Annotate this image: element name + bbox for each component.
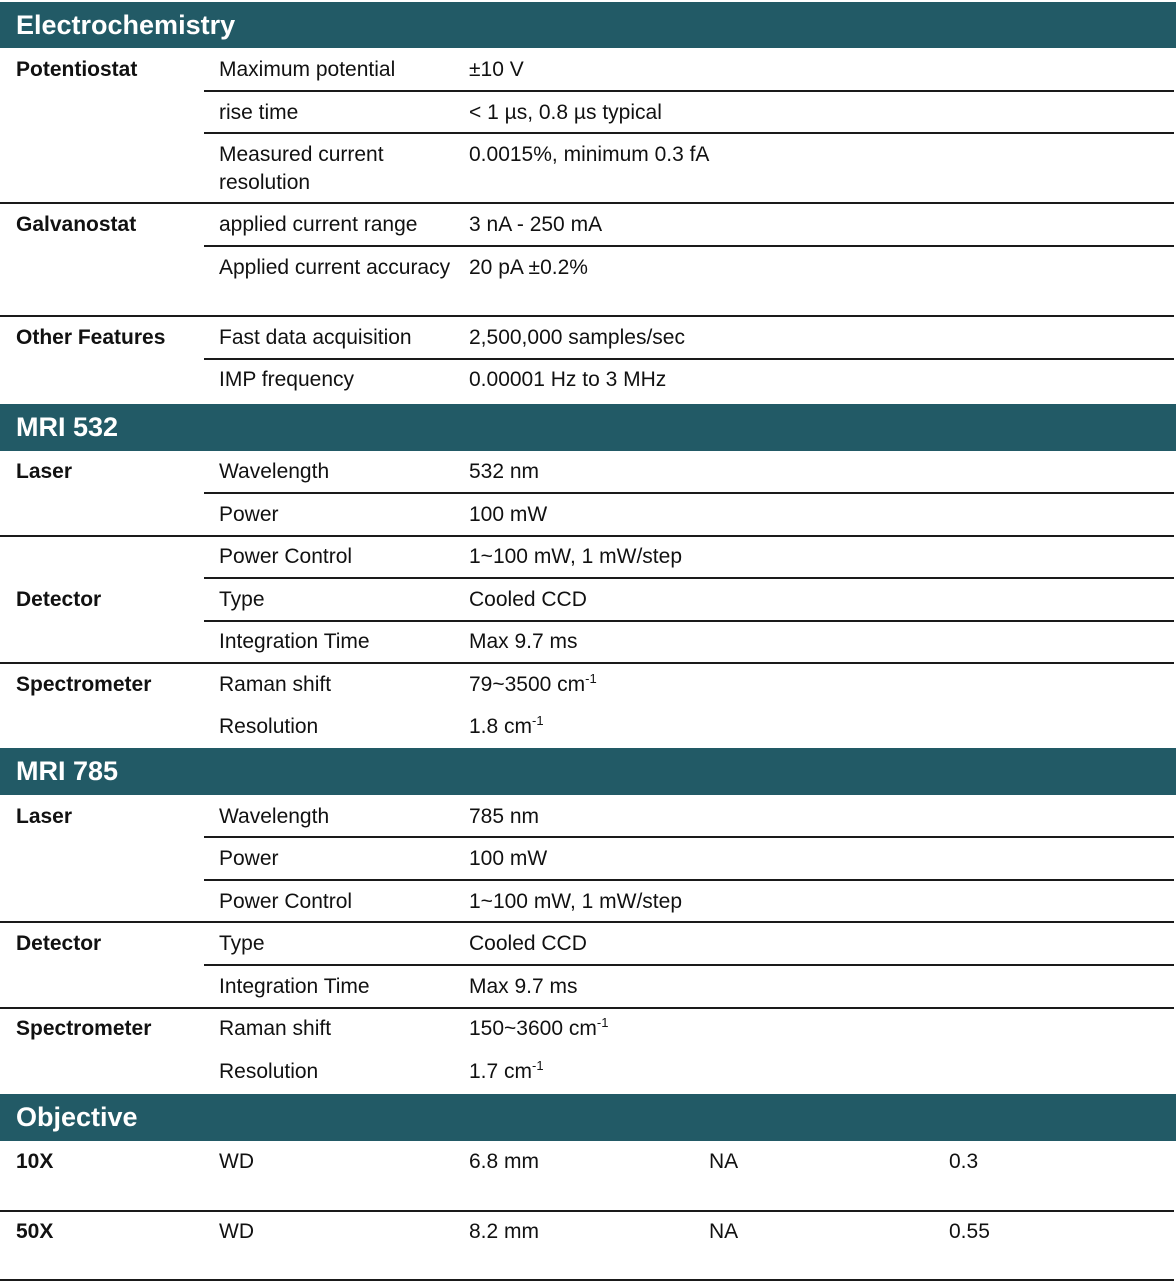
value-wavelength: 785 nm [469, 805, 540, 828]
value-imp-frequency: 0.00001 Hz to 3 MHz [469, 368, 667, 391]
value-measured-current-resolution: 0.0015%, minimum 0.3 fA [469, 143, 710, 166]
section-header-electrochemistry: Electrochemistry [0, 2, 1176, 48]
row-divider [204, 492, 1174, 494]
value-fast-data-acquisition: 2,500,000 samples/sec [469, 326, 685, 349]
value-power: 100 mW [469, 847, 548, 870]
wd-label: WD [219, 1150, 254, 1173]
value-integration-time: Max 9.7 ms [469, 975, 578, 998]
group-divider [0, 921, 1174, 923]
row-divider [204, 132, 1174, 134]
param-integration-time: Integration Time [219, 975, 370, 998]
group-divider [0, 202, 1174, 204]
wd-value: 8.2 mm [469, 1220, 540, 1243]
group-label-spectrometer: Spectrometer [16, 673, 152, 696]
param-maximum-potential: Maximum potential [219, 58, 396, 81]
row-divider [204, 964, 1174, 966]
na-value: 0.55 [949, 1220, 990, 1243]
section-header-mri-532: MRI 532 [0, 404, 1176, 451]
section-header-objective: Objective [0, 1094, 1176, 1141]
param-fast-data-acquisition: Fast data acquisition [219, 326, 412, 349]
section-header-mri-785: MRI 785 [0, 748, 1176, 795]
na-value: 0.3 [949, 1150, 979, 1173]
value-type: Cooled CCD [469, 932, 587, 955]
value-applied-current-accuracy: 20 pA ±0.2% [469, 256, 588, 279]
row-divider [204, 620, 1174, 622]
param-integration-time: Integration Time [219, 630, 370, 653]
superscript: -1 [532, 713, 544, 728]
group-label-spectrometer: Spectrometer [16, 1017, 152, 1040]
value-raman-shift: 79~3500 $cm^{-1}$ [469, 671, 597, 696]
value-rise-time: < 1 µs, 0.8 µs typical [469, 101, 662, 124]
param-power: Power [219, 503, 279, 526]
group-divider [0, 315, 1174, 317]
row-divider [204, 879, 1174, 881]
param-applied-current-range: applied current range [219, 213, 418, 236]
param-applied-current-accuracy: Applied current accuracy [219, 256, 451, 279]
row-divider [204, 577, 1174, 579]
group-divider [0, 535, 1174, 537]
superscript: -1 [532, 1058, 544, 1073]
param-measured-current-resolution: Measured current resolution [219, 143, 384, 194]
na-label: NA [709, 1220, 739, 1243]
group-label-detector: Detector [16, 932, 102, 955]
superscript: -1 [596, 1015, 609, 1030]
group-label-other-features: Other Features [16, 326, 166, 349]
group-divider [0, 1210, 1174, 1212]
wd-label: WD [219, 1220, 254, 1243]
value-power-control: 1~100 mW, 1 mW/step [469, 545, 682, 568]
param-power-control: Power Control [219, 545, 353, 568]
param-wavelength: Wavelength [219, 805, 330, 828]
param-raman-shift: Raman shift [219, 1017, 332, 1040]
na-label: NA [709, 1150, 739, 1173]
group-label-laser: Laser [16, 460, 73, 483]
group-divider [0, 662, 1174, 664]
group-divider [0, 1007, 1174, 1009]
row-divider [204, 90, 1174, 92]
wd-value: 6.8 mm [469, 1150, 540, 1173]
param-resolution: Resolution [219, 1060, 319, 1083]
value-power: 100 mW [469, 503, 548, 526]
superscript: -1 [585, 671, 597, 686]
group-label-galvanostat: Galvanostat [16, 213, 137, 236]
value-raman-shift: 150~3600 $cm^{-1}$ [469, 1015, 609, 1040]
group-label-detector: Detector [16, 588, 102, 611]
value-applied-current-range: 3 nA - 250 mA [469, 213, 603, 236]
value-resolution: 1.8 $cm^{-1}$ [469, 713, 544, 738]
value-resolution: 1.7 $cm^{-1}$ [469, 1058, 544, 1083]
value-maximum-potential: ±10 V [469, 58, 524, 81]
group-label-laser: Laser [16, 805, 73, 828]
objective-label-50x: 50X [16, 1220, 54, 1243]
param-type: Type [219, 588, 265, 611]
param-resolution: Resolution [219, 715, 319, 738]
group-label-potentiostat: Potentiostat [16, 58, 138, 81]
value-power-control: 1~100 mW, 1 mW/step [469, 890, 682, 913]
param-raman-shift: Raman shift [219, 673, 332, 696]
row-divider [204, 358, 1174, 360]
param-imp-frequency: IMP frequency [219, 368, 355, 391]
value-integration-time: Max 9.7 ms [469, 630, 578, 653]
table-bottom-border [0, 1279, 1174, 1281]
row-divider [204, 836, 1174, 838]
value-wavelength: 532 nm [469, 460, 540, 483]
param-power: Power [219, 847, 279, 870]
param-type: Type [219, 932, 265, 955]
param-rise-time: rise time [219, 101, 299, 124]
param-wavelength: Wavelength [219, 460, 330, 483]
row-divider [204, 245, 1174, 247]
param-power-control: Power Control [219, 890, 353, 913]
value-type: Cooled CCD [469, 588, 587, 611]
objective-label-10x: 10X [16, 1150, 54, 1173]
